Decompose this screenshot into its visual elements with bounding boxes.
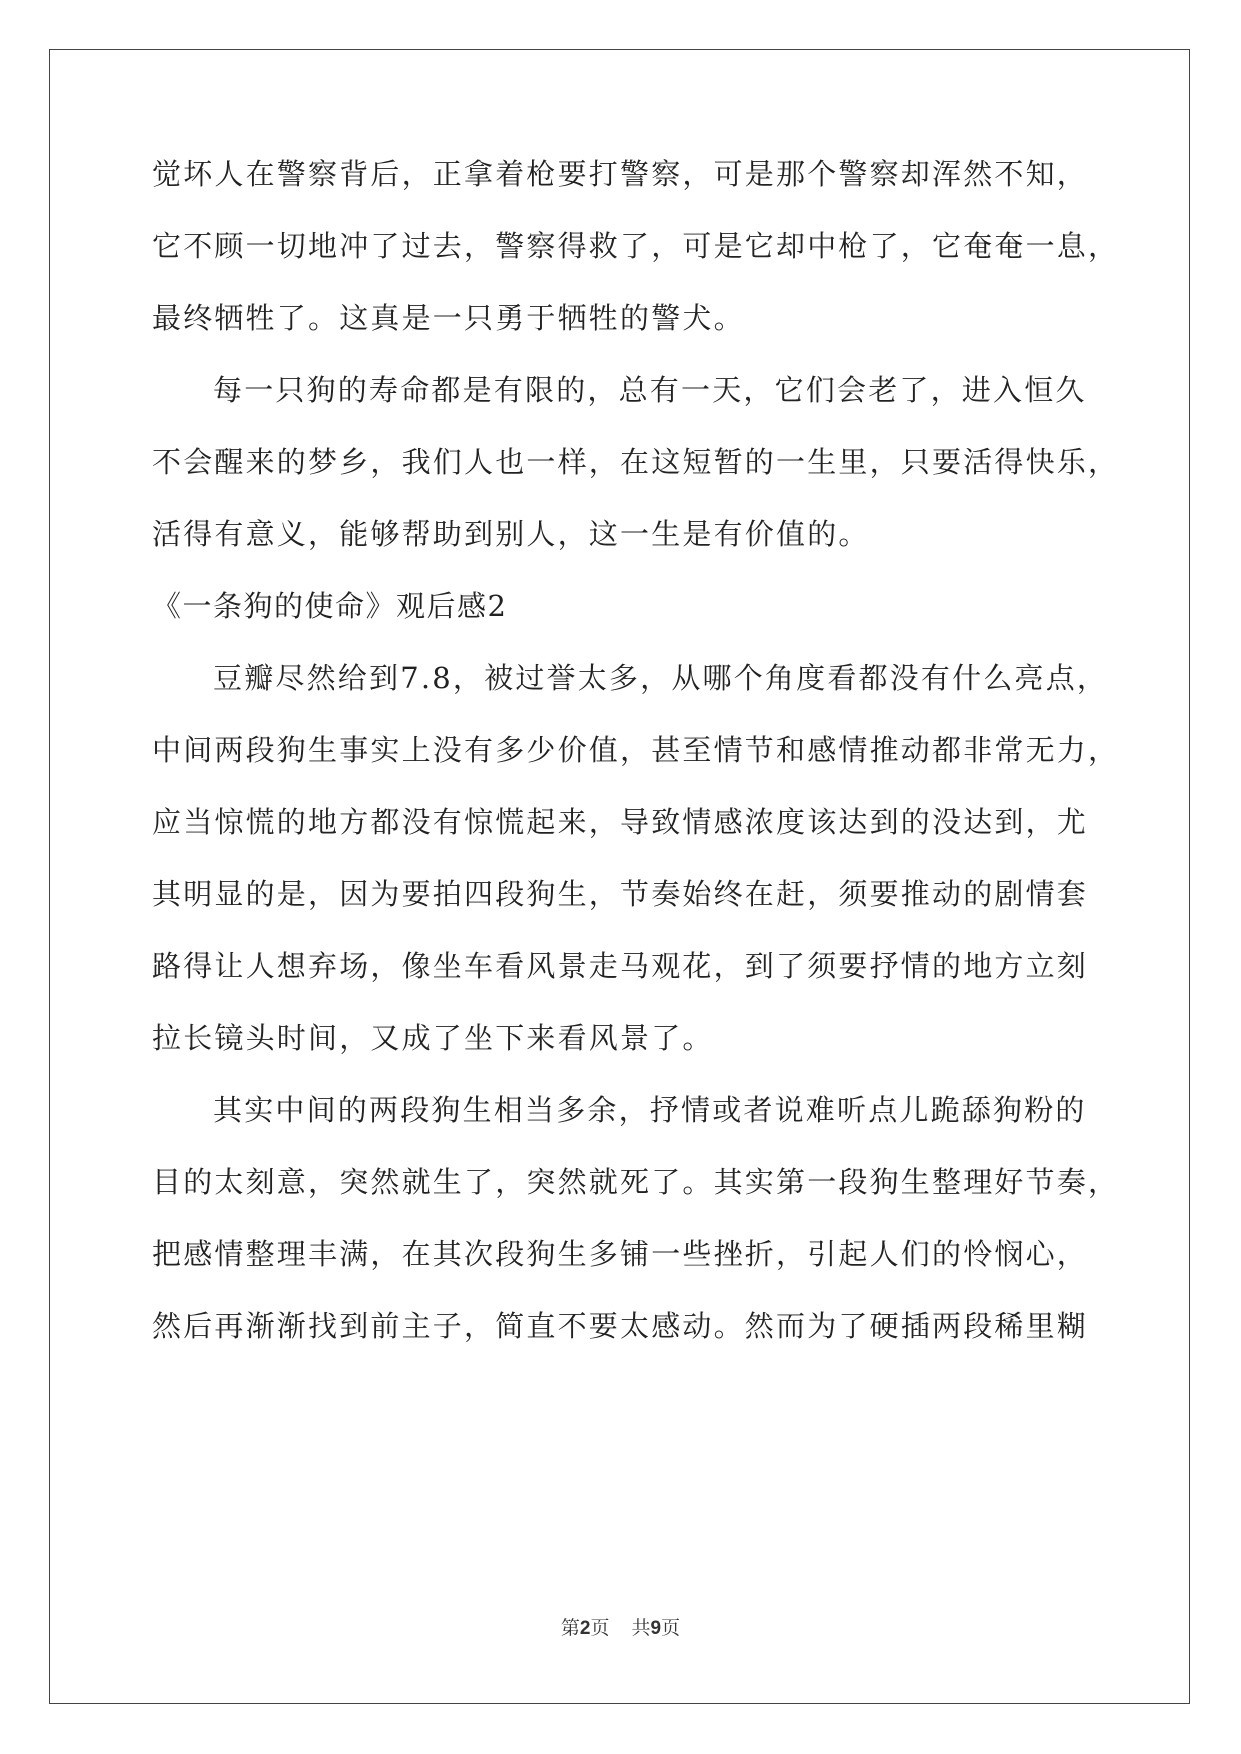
body-text-line: 拉长镜头时间，又成了坐下来看风景了。 bbox=[152, 1021, 714, 1055]
body-text-line: 应当惊慌的地方都没有惊慌起来，导致情感浓度该达到的没达到，尤 bbox=[152, 805, 1089, 839]
body-text-line: 把感情整理丰满，在其次段狗生多铺一些挫折，引起人们的怜悯心， bbox=[152, 1237, 1089, 1271]
body-text-line: 中间两段狗生事实上没有多少价值，甚至情节和感情推动都非常无力， bbox=[152, 733, 1120, 767]
body-text-line: 路得让人想弃场，像坐车看风景走马观花，到了须要抒情的地方立刻 bbox=[152, 949, 1089, 983]
total-pages: 9 bbox=[650, 1618, 662, 1639]
body-text-line: 其明显的是，因为要拍四段狗生，节奏始终在赶，须要推动的剧情套 bbox=[152, 877, 1089, 911]
paragraph-first-line: 每一只狗的寿命都是有限的，总有一天，它们会老了，进入恒久 bbox=[213, 373, 1087, 407]
paragraph-first-line: 其实中间的两段狗生相当多余，抒情或者说难听点儿跪舔狗粉的 bbox=[213, 1093, 1087, 1127]
page-suffix: 页 bbox=[590, 1617, 610, 1639]
section-heading: 《一条狗的使命》观后感2 bbox=[152, 589, 508, 623]
page-prefix: 第 bbox=[560, 1617, 580, 1639]
body-text-line: 它不顾一切地冲了过去，警察得救了，可是它却中枪了，它奄奄一息， bbox=[152, 229, 1120, 263]
body-text-line: 觉坏人在警察背后，正拿着枪要打警察，可是那个警察却浑然不知， bbox=[152, 157, 1089, 191]
page-number: 2 bbox=[579, 1618, 591, 1639]
total-prefix: 共 bbox=[631, 1617, 651, 1639]
body-text-line: 不会醒来的梦乡，我们人也一样，在这短暂的一生里，只要活得快乐， bbox=[152, 445, 1120, 479]
total-suffix: 页 bbox=[661, 1617, 681, 1639]
body-text-line: 目的太刻意，突然就生了，突然就死了。其实第一段狗生整理好节奏， bbox=[152, 1165, 1120, 1199]
paragraph-first-line: 豆瓣尽然给到7.8，被过誉太多，从哪个角度看都没有什么亮点， bbox=[213, 661, 1109, 695]
page-footer bbox=[0, 1616, 1241, 1641]
body-text-line: 最终牺牲了。这真是一只勇于牺牲的警犬。 bbox=[152, 301, 745, 335]
body-text-line: 然后再渐渐找到前主子，简直不要太感动。然而为了硬插两段稀里糊 bbox=[152, 1309, 1089, 1343]
body-text-line: 活得有意义，能够帮助到别人，这一生是有价值的。 bbox=[152, 517, 870, 551]
